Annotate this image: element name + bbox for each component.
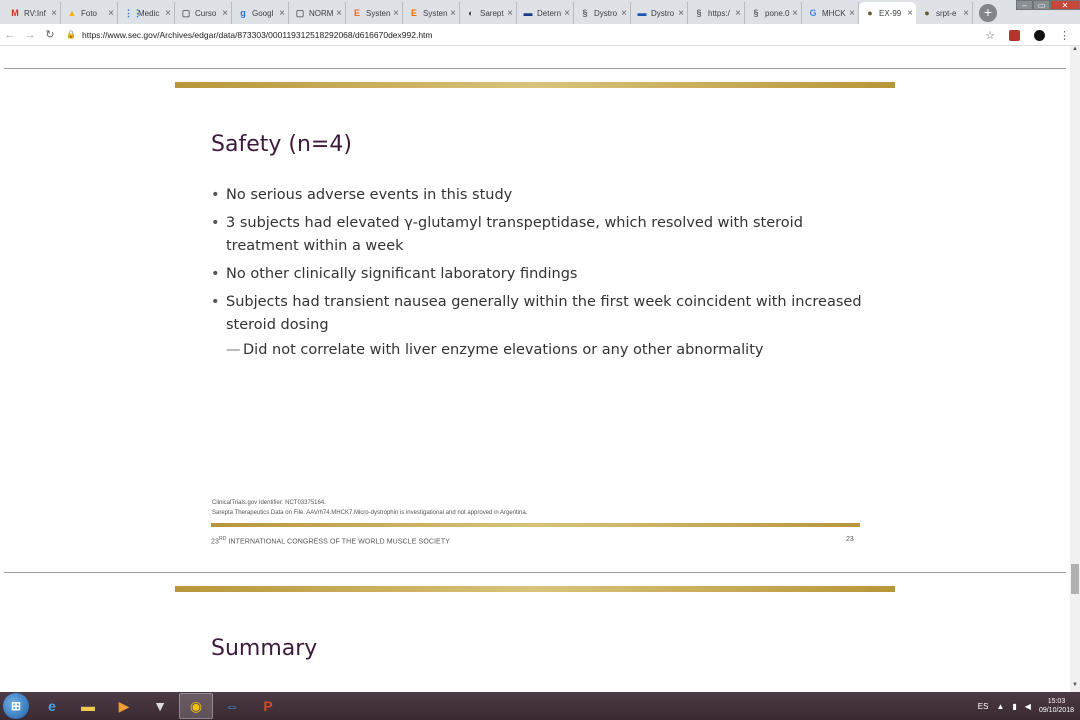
menu-icon[interactable]: ⋮ xyxy=(1059,29,1070,42)
teamviewer-icon[interactable]: ⇔ xyxy=(225,698,239,714)
tab-close-icon[interactable]: × xyxy=(165,7,171,19)
bullet-item: • 3 subjects had elevated γ-glutamyl transpeptidase, which resolved with steroid treatment within a week xyxy=(211,212,871,258)
language-indicator[interactable]: ES xyxy=(977,701,989,711)
tab-title: Googl xyxy=(252,8,274,18)
tab-close-icon[interactable]: × xyxy=(507,7,513,19)
tab-title: NORM xyxy=(309,8,334,18)
browser-tab[interactable] xyxy=(460,2,517,24)
tab-close-icon[interactable]: × xyxy=(51,7,57,19)
footnote: ClinicalTrials.gov Identifier: NCT03375164. xyxy=(212,500,326,506)
slide-header-bar xyxy=(175,82,895,88)
tab-close-icon[interactable]: × xyxy=(279,7,285,19)
clock-time: 15:03 xyxy=(1047,698,1066,705)
slide-footer-bar xyxy=(211,523,860,527)
bullet-item: • Subjects had transient nausea generally within the first week coincident with increased steroid dosing xyxy=(211,291,871,337)
tab-title: Systen xyxy=(366,8,391,18)
tab-title: Medic xyxy=(138,8,160,18)
back-icon[interactable]: ← xyxy=(4,28,16,41)
tab-title: pone.0 xyxy=(765,8,790,18)
bookmark-star-icon[interactable]: ☆ xyxy=(985,29,995,42)
tab-title: Curso xyxy=(195,8,217,18)
scroll-down-icon[interactable]: ▼ xyxy=(1072,682,1078,688)
tab-title: Dystro xyxy=(651,8,675,18)
internet-explorer-icon[interactable]: e xyxy=(48,698,56,714)
browser-tab[interactable] xyxy=(631,2,688,24)
close-window-icon[interactable]: ✕ xyxy=(1050,0,1080,10)
page-divider xyxy=(4,68,1066,69)
scroll-up-icon[interactable]: ▲ xyxy=(1072,46,1078,52)
tab-favicon-icon: ◐ xyxy=(468,8,474,18)
tab-title: Foto xyxy=(81,8,98,18)
media-player-icon[interactable]: ▶ xyxy=(118,697,130,714)
tab-title: EX-99 xyxy=(879,8,902,18)
browser-tab[interactable] xyxy=(745,2,802,24)
tab-close-icon[interactable]: × xyxy=(735,7,741,19)
tab-favicon-icon: ▢ xyxy=(295,8,305,18)
footnote: Sarepta Therapeutics Data on File. AAVrh74.MHCK7.Micro-dystrophin is investigational and not approved in Argentina. xyxy=(212,510,528,516)
tab-close-icon[interactable]: × xyxy=(849,7,855,19)
network-icon[interactable]: ▮ xyxy=(1012,701,1017,711)
browser-tab[interactable] xyxy=(688,2,745,24)
tab-favicon-icon: ⋮⋮ xyxy=(124,8,142,18)
tab-favicon-icon: ● xyxy=(924,8,930,18)
reload-icon[interactable]: ↻ xyxy=(45,29,55,41)
slide-title: Summary xyxy=(211,636,318,661)
tab-close-icon[interactable]: × xyxy=(792,7,798,19)
clock-date: 09/10/2018 xyxy=(1038,707,1074,714)
tab-favicon-icon: g xyxy=(240,8,246,18)
tab-title: srpt-e xyxy=(936,8,957,18)
browser-tab[interactable] xyxy=(574,2,631,24)
slide-title: Safety (n=4) xyxy=(211,132,352,157)
tab-favicon-icon: § xyxy=(753,8,759,18)
tab-title: Systen xyxy=(423,8,448,18)
forward-icon[interactable]: → xyxy=(24,28,36,41)
window-controls xyxy=(1016,0,1080,10)
sub-bullet-item xyxy=(211,339,871,362)
start-button[interactable]: ⊞ xyxy=(3,693,29,719)
page-divider xyxy=(4,572,1066,573)
lock-icon[interactable]: 🔒 xyxy=(66,30,76,39)
browser-tab[interactable] xyxy=(4,2,61,24)
dash-icon: — xyxy=(226,342,241,358)
tab-favicon-icon: M xyxy=(11,8,19,18)
tab-close-icon[interactable]: × xyxy=(564,7,570,19)
browser-toolbar xyxy=(0,24,1080,46)
tab-favicon-icon: ▢ xyxy=(181,8,191,18)
browser-tab[interactable] xyxy=(403,2,460,24)
new-tab-button[interactable]: + xyxy=(979,4,997,22)
browser-tab[interactable] xyxy=(232,2,289,24)
tab-close-icon[interactable]: × xyxy=(963,7,969,19)
maximize-icon[interactable]: ▭ xyxy=(1033,0,1050,10)
page-number: 23 xyxy=(846,536,854,543)
scrollbar-thumb[interactable] xyxy=(1071,564,1079,594)
browser-tab[interactable] xyxy=(916,2,973,24)
url-text: https://www.sec.gov/Archives/edgar/data/873303/000119312518292068/d616670dex992.htm xyxy=(82,29,433,40)
slide-footer-text xyxy=(211,536,450,545)
slide-header-bar xyxy=(175,586,895,592)
chrome-icon[interactable]: ◉ xyxy=(179,693,213,719)
bullet-item: • No serious adverse events in this study xyxy=(211,184,871,207)
browser-tab[interactable] xyxy=(517,2,574,24)
extension-icon[interactable] xyxy=(1009,30,1020,41)
powerpoint-icon[interactable]: P xyxy=(263,698,273,714)
browser-tab[interactable] xyxy=(118,2,175,24)
tab-title: https:/ xyxy=(708,8,730,18)
tab-title: MHCK xyxy=(822,8,846,18)
system-tray xyxy=(978,692,1080,720)
browser-tab[interactable] xyxy=(802,2,859,24)
tab-close-icon[interactable]: × xyxy=(222,7,228,19)
tab-strip xyxy=(0,0,1080,24)
bullet-item: • No other clinically significant laboratory findings xyxy=(211,263,871,286)
tab-title: Sarept xyxy=(480,8,504,18)
file-explorer-icon[interactable]: ▬ xyxy=(81,698,95,714)
tab-title: RV:Inf xyxy=(24,8,46,18)
profile-icon[interactable] xyxy=(1034,30,1045,41)
volume-icon[interactable]: ◀ xyxy=(1024,701,1031,711)
tab-close-icon[interactable]: × xyxy=(907,7,913,19)
tab-favicon-icon: § xyxy=(696,8,702,18)
footer-congress: INTERNATIONAL CONGRESS OF THE WORLD MUSCLE SOCIETY xyxy=(226,538,450,546)
tab-close-icon[interactable]: × xyxy=(336,7,342,19)
bullet-list xyxy=(211,184,871,362)
browser-tab[interactable] xyxy=(289,2,346,24)
browser-tab[interactable] xyxy=(61,2,118,24)
tray-expand-icon[interactable]: ▲ xyxy=(996,701,1005,711)
tab-close-icon[interactable]: × xyxy=(450,7,456,19)
taskbar xyxy=(0,692,1080,720)
tab-favicon-icon: ▲ xyxy=(67,8,77,18)
minimize-icon[interactable]: – xyxy=(1016,0,1033,10)
sub-bullet-text: Did not correlate with liver enzyme elevations or any other abnormality xyxy=(243,342,764,358)
tab-favicon-icon: E xyxy=(353,8,360,18)
tab-close-icon[interactable]: × xyxy=(621,7,627,19)
tab-favicon-icon: § xyxy=(582,8,588,18)
footer-ordinal: 23 xyxy=(211,538,219,546)
tab-close-icon[interactable]: × xyxy=(393,7,399,19)
tab-favicon-icon: ● xyxy=(867,8,873,18)
tab-close-icon[interactable]: × xyxy=(108,7,114,19)
tab-title: Detern xyxy=(537,8,562,18)
tab-close-icon[interactable]: × xyxy=(678,7,684,19)
clock[interactable] xyxy=(1039,697,1074,715)
document-viewport[interactable] xyxy=(0,46,1070,692)
vertical-scrollbar[interactable] xyxy=(1070,46,1080,692)
app-icon[interactable]: ▼ xyxy=(153,698,167,714)
browser-tab[interactable] xyxy=(859,2,916,24)
browser-tab[interactable] xyxy=(346,2,403,24)
address-bar[interactable] xyxy=(66,26,986,44)
tab-favicon-icon: ▬ xyxy=(637,8,647,18)
tab-title: Dystro xyxy=(594,8,618,18)
tab-favicon-icon: ▬ xyxy=(523,8,533,18)
tab-favicon-icon: G xyxy=(809,8,817,18)
browser-tab[interactable] xyxy=(175,2,232,24)
footer-ordinal-suffix: RD xyxy=(219,536,227,542)
footnotes xyxy=(212,498,527,518)
tab-favicon-icon: E xyxy=(410,8,417,18)
